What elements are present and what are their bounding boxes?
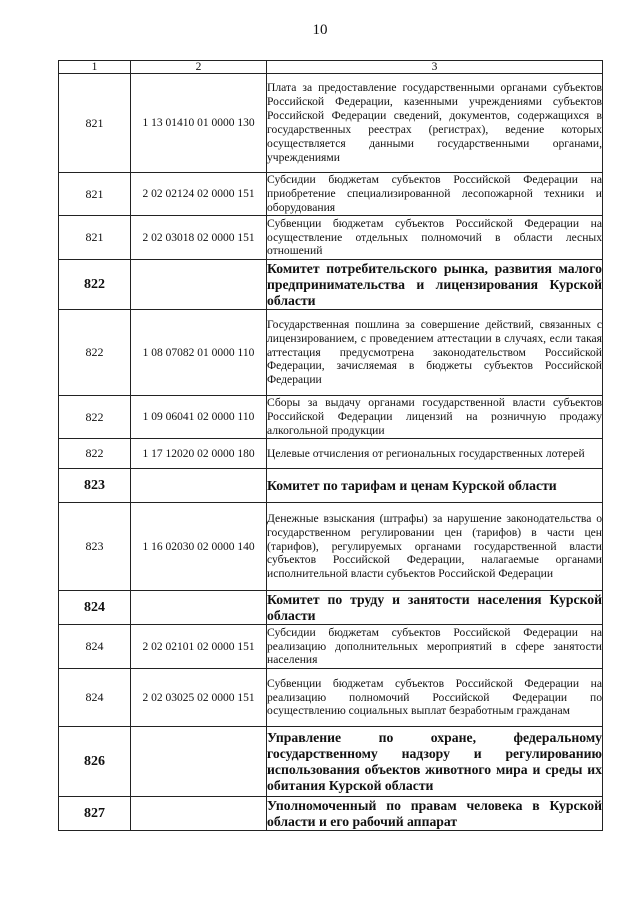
budget-classification-code: 1 16 02030 02 0000 140 (131, 503, 267, 591)
budget-classification-code: 2 02 03025 02 0000 151 (131, 669, 267, 727)
budget-classification-code (131, 469, 267, 503)
column-header-2: 2 (131, 61, 267, 74)
budget-classification-code: 2 02 03018 02 0000 151 (131, 216, 267, 260)
administrator-name: Комитет по тарифам и ценам Курской области (267, 469, 603, 503)
revenue-description: Государственная пошлина за совершение действий, связанных с лицензированием, с проведением аттестации в случаях, если такая аттестация предусмотрена законодательством Российской Федерации, зачисляемая в бюджеты субъектов Российской Федерации (267, 310, 603, 396)
table-row (59, 396, 603, 439)
administrator-name: Уполномоченный по правам человека в Курской области и его рабочий аппарат (267, 797, 602, 829)
budget-classification-code: 2 02 02124 02 0000 151 (131, 173, 267, 216)
revenue-description: Субсидии бюджетам субъектов Российской Федерации на реализацию дополнительных мероприятий в сфере занятости населения (267, 625, 603, 669)
revenue-classification-table (58, 60, 603, 831)
revenue-description: Плата за предоставление государственными органами субъектов Российской Федерации, казенными учреждениями субъектов Российской Федерации сведений, документов, содержащихся в государственных реестрах (регистрах), ведение которых осуществляется данными государственными органами, учреждениями (267, 74, 603, 173)
admin-code: 822 (59, 310, 131, 396)
revenue-description: Целевые отчисления от региональных государственных лотерей (267, 439, 603, 469)
table-row (59, 669, 603, 727)
admin-code: 824 (59, 669, 131, 727)
revenue-description: Субвенции бюджетам субъектов Российской Федерации на реализацию полномочий Российской Федерации по осуществлению социальных выплат безработным гражданам (267, 669, 603, 727)
table-row-heading (59, 469, 603, 503)
budget-classification-code: 1 17 12020 02 0000 180 (131, 439, 267, 469)
table-row (59, 310, 603, 396)
admin-code: 821 (59, 74, 131, 173)
column-header-1: 1 (59, 61, 131, 74)
table-row (59, 439, 603, 469)
admin-code: 826 (59, 727, 131, 797)
table-row (59, 173, 603, 216)
budget-classification-code (131, 260, 267, 310)
table-row (59, 503, 603, 591)
budget-classification-code: 1 09 06041 02 0000 110 (131, 396, 267, 439)
budget-classification-code: 2 02 02101 02 0000 151 (131, 625, 267, 669)
table-row-heading (59, 260, 603, 310)
admin-code: 822 (59, 396, 131, 439)
admin-code: 823 (59, 503, 131, 591)
budget-classification-code (131, 591, 267, 625)
revenue-description: Субвенции бюджетам субъектов Российской Федерации на осуществление отдельных полномочий в области лесных отношений (267, 216, 603, 260)
table-row (59, 625, 603, 669)
budget-classification-code (131, 727, 267, 797)
administrator-name: Управление по охране, федеральному государственному надзору и регулированию использования объектов животного мира и среды их обитания Курской области (267, 727, 603, 797)
administrator-name: Комитет по труду и занятости населения Курской области (267, 591, 602, 623)
admin-code: 821 (59, 173, 131, 216)
page-number: 10 (312, 22, 328, 38)
revenue-description: Денежные взыскания (штрафы) за нарушение законодательства о государственном регулировании цен (тарифов) в части цен (тарифов), регулируемых органами государственной власти субъектов Российской Федерации, налагаемые органами исполнительной власти субъектов Российской Федерации (267, 503, 603, 591)
admin-code: 822 (59, 260, 131, 310)
administrator-name: Комитет потребительского рынка, развития малого предпринимательства и лицензирования Курской области (267, 260, 602, 308)
table-row-heading (59, 727, 603, 797)
admin-code: 822 (59, 439, 131, 469)
admin-code: 824 (59, 591, 131, 625)
table-row (59, 216, 603, 260)
table-header-row (59, 61, 603, 74)
revenue-description: Субсидии бюджетам субъектов Российской Федерации на приобретение специализированной лесопожарной техники и оборудования (267, 173, 602, 214)
budget-classification-code: 1 08 07082 01 0000 110 (131, 310, 267, 396)
admin-code: 823 (59, 469, 131, 503)
table-row-heading (59, 591, 603, 625)
budget-classification-code (131, 797, 267, 831)
admin-code: 821 (59, 216, 131, 260)
revenue-description: Сборы за выдачу органами государственной власти субъектов Российской Федерации лицензий на розничную продажу алкогольной продукции (267, 396, 602, 437)
budget-classification-code: 1 13 01410 01 0000 130 (131, 74, 267, 173)
table-row-heading (59, 797, 603, 831)
table-row (59, 74, 603, 173)
admin-code: 827 (59, 797, 131, 831)
admin-code: 824 (59, 625, 131, 669)
column-header-3: 3 (267, 61, 603, 74)
